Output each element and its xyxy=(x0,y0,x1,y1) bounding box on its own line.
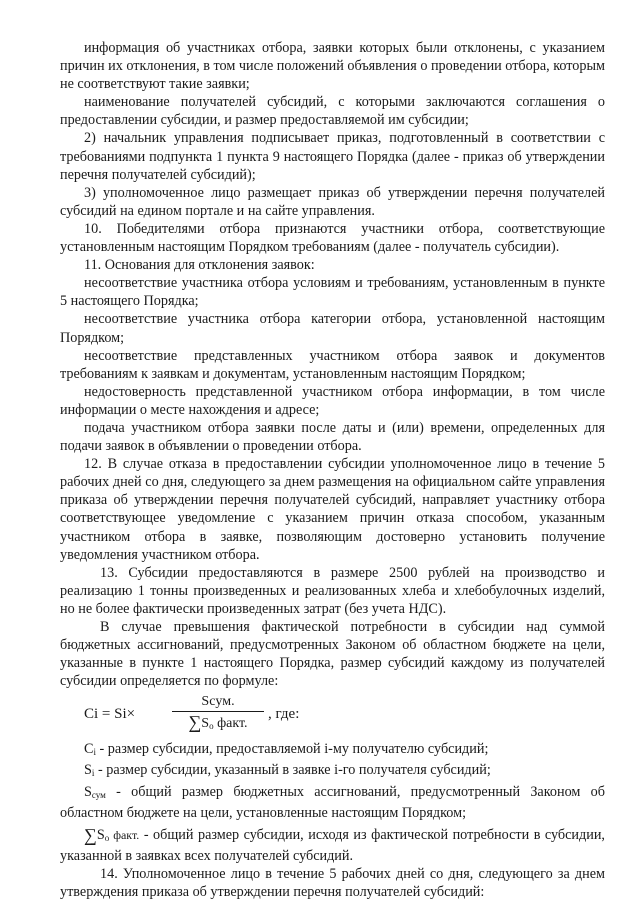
def-sym: C xyxy=(84,741,94,758)
def-sym: S xyxy=(84,783,92,800)
sum-symbol: ∑ xyxy=(84,824,97,845)
sum-fact: факт. xyxy=(109,827,140,842)
paragraph-ground-3: несоответствие представленных участником отбора заявок и документов требованиям к заявкам и документам, установленным настоящим Порядком; xyxy=(60,347,605,382)
paragraph-item-2: 2) начальник управления подписывает приказ, подготовленный в соответствии с требованиями подпункта 1 пункта 9 настоящего Порядка (далее - приказ об утверждении перечня получателей субсидий); xyxy=(60,130,605,183)
formula-lhs: Ci = Si× xyxy=(84,706,136,723)
subsidy-formula xyxy=(60,690,605,740)
definition-ci xyxy=(60,740,605,761)
formula-denominator xyxy=(172,713,264,735)
paragraph-ground-2: несоответствие участника отбора категории отбора, установленной настоящим Порядком; xyxy=(60,311,605,346)
document-body xyxy=(60,39,605,901)
fraction-bar xyxy=(172,711,264,712)
paragraph-clause-10: 10. Победителями отбора признаются участники отбора, соответствующие установленным настоящим Порядком требованиям (далее - получатель субсидии). xyxy=(60,220,605,256)
den-rest: факт. xyxy=(213,716,248,732)
paragraph-clause-13: 13. Субсидии предоставляются в размере 2500 рублей на производство и реализацию 1 тонны произведенных и реализованных хлеба и хлебобулочных изделий, но не более фактически произведенных затрат (без учета НДС). xyxy=(60,564,605,617)
sum-sub: o xyxy=(104,832,110,843)
paragraph-report-info: информация об участниках отбора, заявки которых были отклонены, с указанием причин их отклонения, в том числе положений объявления о проведении отбора, которым не соответствуют такие заявки; xyxy=(60,40,606,93)
formula-tail: , где: xyxy=(268,706,300,723)
paragraph-clause-14: 14. Уполномоченное лицо в течение 5 рабочих дней со дня, следующего за днем утверждения приказа об утверждении перечня получателей субсидий: xyxy=(60,865,605,901)
paragraph-excess-need: В случае превышения фактической потребности в субсидии над суммой бюджетных ассигнований, предусмотренных Законом об областном бюджете на цели, указанные в пункте 1 настоящего Порядка, размер субсидий каждому из получателей субсидии определяется по формуле: xyxy=(60,619,605,690)
sum-def-text: - общий размер субсидии, исходя из фактической потребности в субсидии, указанной в заявках всех получателей субсидий. xyxy=(60,826,605,864)
paragraph-clause-12: 12. В случае отказа в предоставлении субсидии уполномоченное лицо в течение 5 рабочих дней со дня, следующего за днем размещения на официальном сайте управления приказа об утверждении перечня получателей субсидий, направляет участнику отбора соответствующее уведомление с указанием причин отказа способом, указанным участником отбора в заявке, позволяющим достоверно установить получение уведомления участником отбора. xyxy=(60,456,605,563)
formula-numerator: Scум. xyxy=(201,694,235,710)
den-s: S xyxy=(201,716,210,732)
paragraph-ground-1: несоответствие участника отбора условиям и требованиям, установленным в пункте 5 настоящего Порядка; xyxy=(60,275,605,310)
paragraph-ground-4: недостоверность представленной участником отбора информации, в том числе информации о месте нахождения и адресе; xyxy=(60,383,605,418)
definition-sum-fact xyxy=(60,826,605,865)
paragraph-clause-11: 11. Основания для отклонения заявок: xyxy=(84,257,315,274)
def-text: - размер субсидии, указанный в заявке i-го получателя субсидий; xyxy=(94,762,491,779)
def-sub: i xyxy=(91,768,95,779)
def-text: - общий размер бюджетных ассигнований, предусмотренный Законом об областном бюджете на цели, установленные настоящим Порядком; xyxy=(60,783,605,821)
paragraph-recipients-names: наименование получателей субсидий, с которыми заключаются соглашения о предоставлении субсидии, и размер предоставляемой им субсидии; xyxy=(60,94,605,129)
definition-si xyxy=(60,761,605,782)
def-sub: i xyxy=(93,747,96,758)
sum-symbol: ∑ xyxy=(188,712,202,733)
paragraph-ground-5: подача участником отбора заявки после даты и (или) времени, определенных для подачи заявок в объявлении о проведении отбора. xyxy=(60,419,605,455)
sum-s: S xyxy=(96,826,105,843)
def-sym: S xyxy=(84,762,92,779)
def-sub: сум xyxy=(91,789,106,800)
formula-fraction xyxy=(172,694,264,735)
definition-ssum xyxy=(60,783,605,822)
def-text: - размер субсидии, предоставляемой i-му получателю субсидий; xyxy=(95,741,489,758)
den-sub: o xyxy=(209,721,214,732)
paragraph-item-3: 3) уполномоченное лицо размещает приказ об утверждении перечня получателей субсидий на едином портале и на сайте управления. xyxy=(60,184,605,219)
